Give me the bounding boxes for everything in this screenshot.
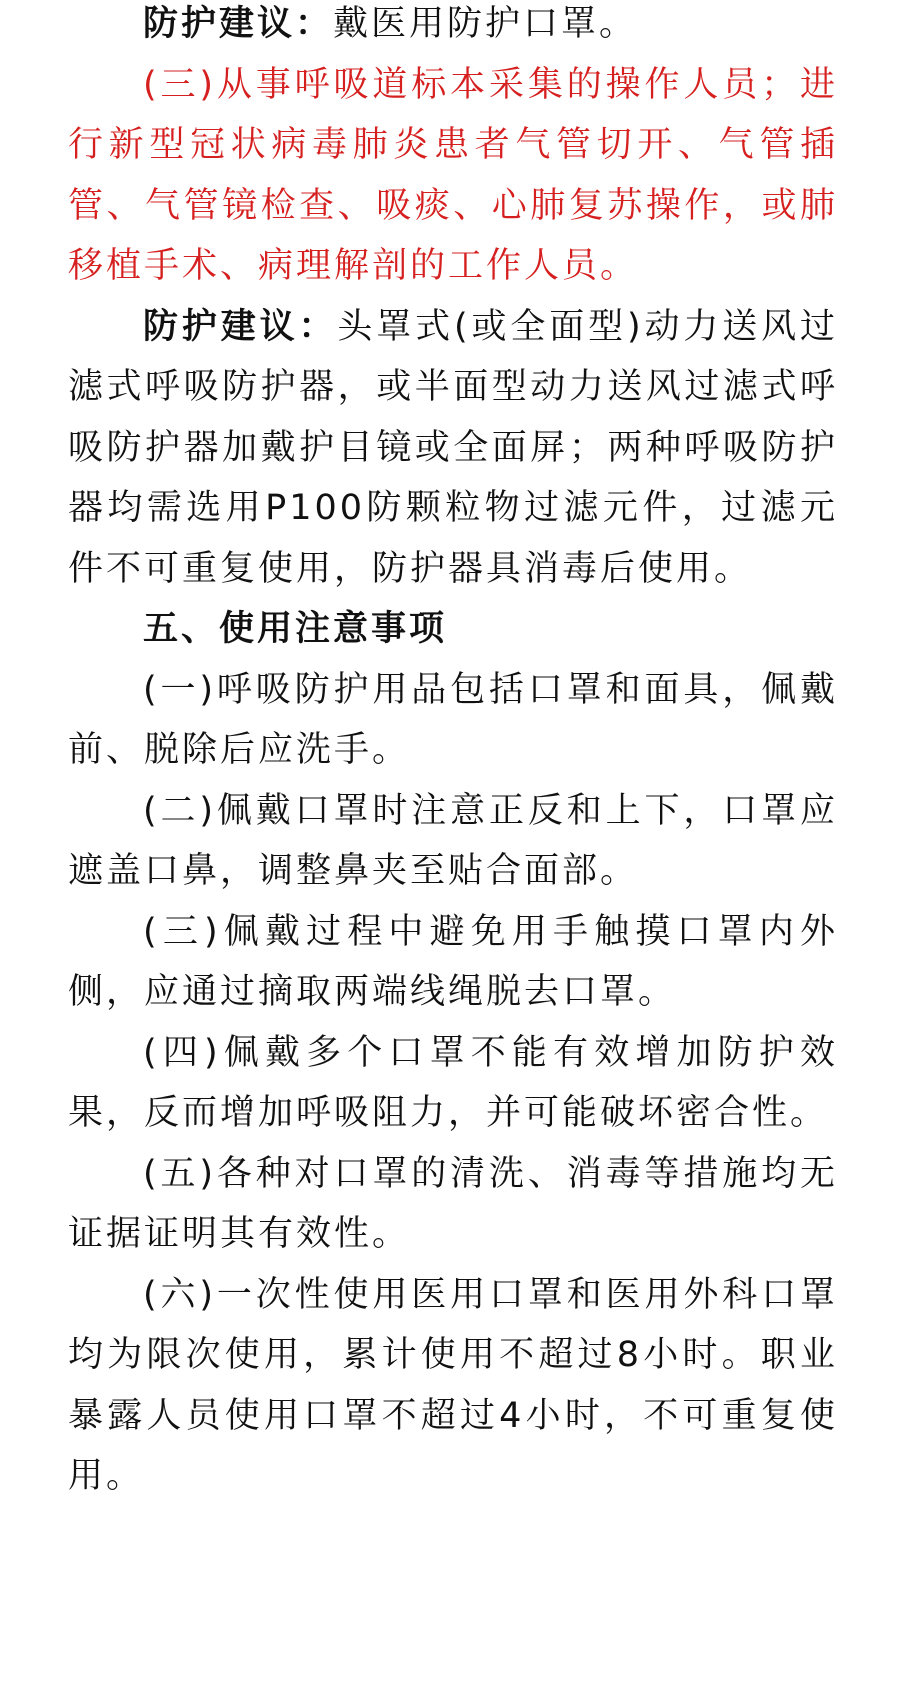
section-title-usage-notes: 五、使用注意事项 [143, 609, 448, 649]
usage-note-6: (六)一次性使用医用口罩和医用外科口罩均为限次使用，累计使用不超过8小时。职业暴露人员使用口罩不超过4小时，不可重复使用。 [68, 1274, 838, 1496]
worker-category-3-paragraph: (三)从事呼吸道标本采集的操作人员；进行新型冠状病毒肺炎患者气管切开、气管插管、气管镜检查、吸痰、心肺复苏操作，或肺移植手术、病理解剖的工作人员。 [68, 64, 838, 286]
usage-note-2: (二)佩戴口罩时注意正反和上下，口罩应遮盖口鼻，调整鼻夹至贴合面部。 [68, 790, 838, 891]
document-page [68, 0, 838, 1507]
usage-note-5: (五)各种对口罩的清洗、消毒等措施均无证据证明其有效性。 [68, 1153, 838, 1254]
protection-advice-text-2: 头罩式(或全面型)动力送风过滤式呼吸防护器，或半面型动力送风过滤式呼吸防护器加戴护目镜或全面屏；两种呼吸防护器均需选用P100防颗粒物过滤元件，过滤元件不可重复使用，防护器具消毒后使用。 [68, 306, 838, 589]
usage-note-1: (一)呼吸防护用品包括口罩和面具，佩戴前、脱除后应洗手。 [68, 669, 838, 770]
protection-advice-text-1: 戴医用防护口罩。 [333, 4, 638, 44]
usage-note-3: (三)佩戴过程中避免用手触摸口罩内外侧，应通过摘取两端线绳脱去口罩。 [68, 911, 838, 1012]
protection-advice-label-1: 防护建议： [143, 4, 334, 44]
usage-note-4: (四)佩戴多个口罩不能有效增加防护效果，反而增加呼吸阻力，并可能破坏密合性。 [68, 1032, 838, 1133]
protection-advice-paragraph-2 [68, 297, 838, 600]
protection-advice-paragraph-1 [68, 0, 838, 55]
protection-advice-label-2: 防护建议： [143, 306, 338, 347]
